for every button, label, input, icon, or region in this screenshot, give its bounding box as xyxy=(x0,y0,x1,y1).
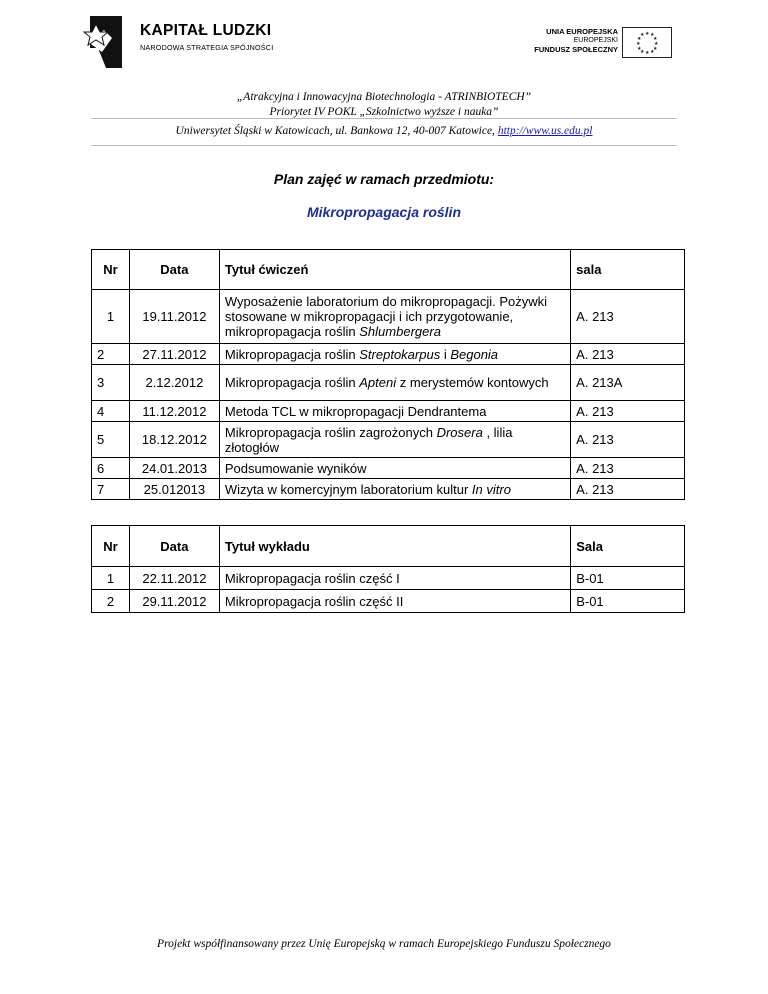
row-title: Mikropropagacja roślin część II xyxy=(219,590,570,613)
table-row xyxy=(92,458,685,479)
lectures-table xyxy=(91,525,685,613)
svg-text:★: ★ xyxy=(653,36,658,42)
row-nr: 4 xyxy=(92,401,130,422)
eu-line2: EUROPEJSKI xyxy=(573,37,618,44)
page-title: Plan zajęć w ramach przedmiotu: xyxy=(273,171,495,187)
row-room: A. 213 xyxy=(571,422,685,458)
header-title: Tytuł wykładu xyxy=(219,526,570,567)
kl-subtitle: NARODOWA STRATEGIA SPÓJNOŚCI xyxy=(140,43,274,52)
table-row xyxy=(92,365,685,401)
row-date: 25.012013 xyxy=(129,479,219,500)
svg-text:★: ★ xyxy=(640,32,645,38)
row-title: Wyposażenie laboratorium do mikropropagacji. Pożywki stosowane w mikropropagacji i ich przygotowanie, mikropropagacja roślin Shlumbergera xyxy=(219,290,570,344)
table-header-row xyxy=(92,526,685,567)
header-room: sala xyxy=(571,250,685,290)
divider-bottom xyxy=(91,145,677,146)
row-date: 11.12.2012 xyxy=(129,401,219,422)
row-title: Wizyta w komercyjnym laboratorium kultur In vitro xyxy=(219,479,570,500)
header-title: Tytuł ćwiczeń xyxy=(219,250,570,290)
table-row xyxy=(92,422,685,458)
row-nr: 5 xyxy=(92,422,130,458)
table-row xyxy=(92,590,685,613)
header-room: Sala xyxy=(571,526,685,567)
row-date: 27.11.2012 xyxy=(129,344,219,365)
kl-title: KAPITAŁ LUDZKI xyxy=(140,22,272,39)
university-link[interactable]: http://www.us.edu.pl xyxy=(497,125,593,137)
row-room: A. 213 xyxy=(571,479,685,500)
row-title: Mikropropagacja roślin Apteni z merystemów kontowych xyxy=(219,365,570,401)
row-title: Mikropropagacja roślin część I xyxy=(219,567,570,590)
svg-text:★: ★ xyxy=(640,49,645,55)
row-room: A. 213 xyxy=(571,401,685,422)
header-date: Data xyxy=(129,526,219,567)
footer: Projekt współfinansowany przez Unię Europejską w ramach Europejskiego Funduszu Społecznego xyxy=(157,938,611,950)
project-line2: Priorytet IV POKL „Szkolnictwo wyższe i nauka” xyxy=(269,106,499,118)
header-nr: Nr xyxy=(92,250,130,290)
header-date: Data xyxy=(129,250,219,290)
divider-top xyxy=(91,118,677,119)
row-room: A. 213 xyxy=(571,344,685,365)
row-room: B-01 xyxy=(571,590,685,613)
svg-text:★: ★ xyxy=(654,41,659,47)
address-text: Uniwersytet Śląski w Katowicach, ul. Bankowa 12, 40-007 Katowice, xyxy=(175,125,498,137)
row-room: A. 213A xyxy=(571,365,685,401)
row-title: Mikropropagacja roślin Streptokarpus i Begonia xyxy=(219,344,570,365)
row-nr: 2 xyxy=(92,344,130,365)
eu-line3: FUNDUSZ SPOŁECZNY xyxy=(534,45,618,54)
row-title: Podsumowanie wyników xyxy=(219,458,570,479)
row-nr: 1 xyxy=(92,290,130,344)
table-row xyxy=(92,567,685,590)
address-line xyxy=(0,125,768,137)
svg-text:★: ★ xyxy=(645,31,650,37)
eu-flag-icon xyxy=(622,27,672,58)
row-date: 18.12.2012 xyxy=(129,422,219,458)
row-date: 22.11.2012 xyxy=(129,567,219,590)
kapital-ludzki-emblem-icon xyxy=(82,12,140,70)
row-title: Metoda TCL w mikropropagacji Dendrantema xyxy=(219,401,570,422)
table-header-row xyxy=(92,250,685,290)
table-row xyxy=(92,401,685,422)
svg-text:★: ★ xyxy=(637,36,642,42)
row-room: A. 213 xyxy=(571,290,685,344)
table-row xyxy=(92,290,685,344)
kapital-ludzki-logo xyxy=(82,12,302,70)
exercises-table xyxy=(91,249,685,500)
row-date: 2.12.2012 xyxy=(129,365,219,401)
table-row xyxy=(92,479,685,500)
subject-title: Mikropropagacja roślin xyxy=(306,204,462,220)
row-nr: 7 xyxy=(92,479,130,500)
header-nr: Nr xyxy=(92,526,130,567)
row-nr: 2 xyxy=(92,590,130,613)
row-title: Mikropropagacja roślin zagrożonych Drosera , lilia złotogłów xyxy=(219,422,570,458)
row-room: A. 213 xyxy=(571,458,685,479)
row-nr: 3 xyxy=(92,365,130,401)
eu-label xyxy=(534,27,618,54)
row-room: B-01 xyxy=(571,567,685,590)
svg-text:★: ★ xyxy=(636,41,641,47)
svg-text:★: ★ xyxy=(650,32,655,38)
project-header xyxy=(0,90,768,120)
table-row xyxy=(92,344,685,365)
svg-text:★: ★ xyxy=(645,50,650,56)
svg-text:★: ★ xyxy=(637,46,642,52)
project-line1: „Atrakcyjna i Innowacyjna Biotechnologia - ATRINBIOTECH” xyxy=(236,91,532,103)
row-nr: 6 xyxy=(92,458,130,479)
row-date: 19.11.2012 xyxy=(129,290,219,344)
row-date: 24.01.2013 xyxy=(129,458,219,479)
row-date: 29.11.2012 xyxy=(129,590,219,613)
eu-line1: UNIA EUROPEJSKA xyxy=(546,27,618,36)
svg-text:★: ★ xyxy=(653,46,658,52)
row-nr: 1 xyxy=(92,567,130,590)
svg-text:★: ★ xyxy=(650,49,655,55)
